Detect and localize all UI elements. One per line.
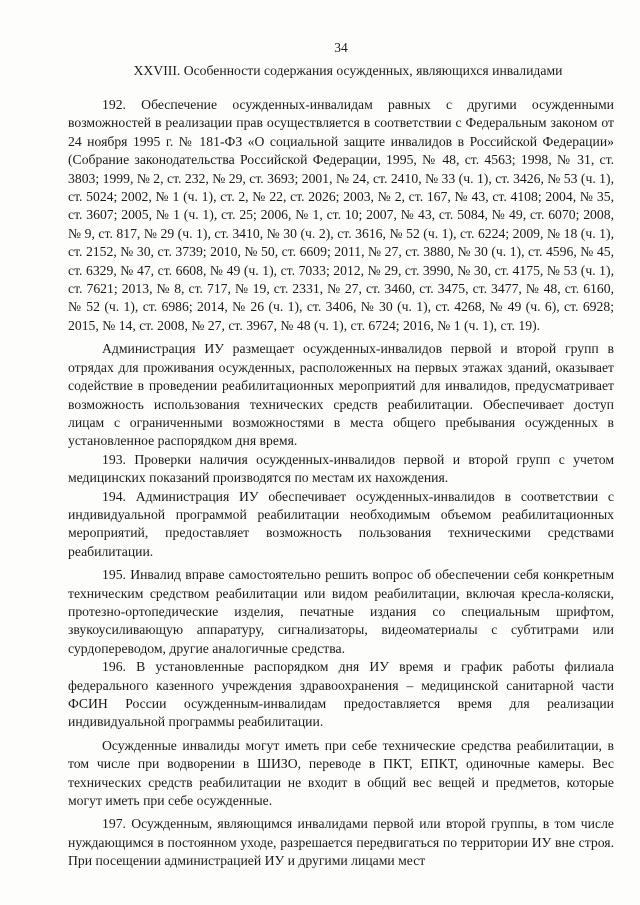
paragraph-196: 196. В установленные распорядком дня ИУ время и график работы филиала федерального казенного учреждения здравоохранения – медицинской санитарной части ФСИН России осужденным-инвалидам предоставляется время для реализации индивидуальной программы реабилитации. xyxy=(68,659,614,730)
paragraph-194: 194. Администрация ИУ обеспечивает осужденных-инвалидов в соответствии с индивидуальной программой реабилитации необходимым объемом реабилитационных мероприятий, предоставляет возможность пользования техническими средствами реабилитации. xyxy=(68,488,614,559)
paragraph-193: 193. Проверки наличия осужденных-инвалидов первой и второй групп с учетом медицинских показаний производятся по местам их нахождения. xyxy=(68,451,614,486)
paragraph-197: 197. Осужденным, являющимся инвалидами первой или второй группы, в том числе нуждающимся в постоянном уходе, разрешается передвигаться по территории ИУ вне строя. При посещении администрацией ИУ и другими лицами мест xyxy=(68,816,614,869)
section-heading: XXVIII. Особенности содержания осужденных, являющихся инвалидами xyxy=(133,63,563,78)
paragraph-administration-placement: Администрация ИУ размещает осужденных-инвалидов первой и второй групп в отрядах для проживания осужденных, расположенных на первых этажах зданий, оказывает содействие в проведении реабилитационных мероприятий для инвалидов, предусматривает возможность использования технических средств реабилитации. Обеспечивает доступ лицам с ограниченными возможностями в места общего пребывания осужденных в установленное распорядком дня время. xyxy=(68,341,614,449)
paragraph-192: 192. Обеспечение осужденных-инвалидам равных с другими осужденными возможностей в реализации прав осуществляется в соответствии с Федеральным законом от 24 ноября 1995 г. № 181-ФЗ «О социальной защите инвалидов в Российской Федерации» (Собрание законодательства Российской Федерации, 1995, № 48, ст. 4563; 1998, № 31, ст. 3803; 1999, № 2, ст. 232, № 29, ст. 3693; 2001, № 24, ст. 2410, № 33 (ч. 1), ст. 3426, № 53 (ч. 1), ст. 5024; 2002, № 1 (ч. 1), ст. 2, № 22, ст. 2026; 2003, № 2, ст. 167, № 43, ст. 4108; 2004, № 35, ст. 3607; 2005, № 1 (ч. 1), ст. 25; 2006, № 1, ст. 10; 2007, № 43, ст. 5084, № 49, ст. 6070; 2008, № 9, ст. 817, № 29 (ч. 1), ст. 3410, № 30 (ч. 2), ст. 3616, № 52 (ч. 1), ст. 6224; 2009, № 18 (ч. 1), ст. 2152, № 30, ст. 3739; 2010, № 50, ст. 6609; 2011, № 27, ст. 3880, № 30 (ч. 1), ст. 4596, № 45, ст. 6329, № 47, ст. 6608, № 49 (ч. 1), ст. 7033; 2012, № 29, ст. 3990, № 30, ст. 4175, № 53 (ч. 1), ст. 7621; 2013, № 8, ст. 717, № 19, ст. 2331, № 27, ст. 3460, ст. 3475, ст. 3477, № 48, ст. 6160, № 52 (ч. 1), ст. 6986; 2014, № 26 (ч. 1), ст. 3406, № 30 (ч. 1), ст. 4268, № 49 (ч. 6), ст. 6928; 2015, № 14, ст. 2008, № 27, ст. 3967, № 48 (ч. 1), ст. 6724; 2016, № 1 (ч. 1), ст. 19). xyxy=(68,97,614,333)
paragraph-rehabilitation-means: Осужденные инвалиды могут иметь при себе технические средства реабилитации, в том числе при водворении в ШИЗО, переводе в ПКТ, ЕПКТ, одиночные камеры. Вес технических средств реабилитации не входит в общий вес вещей и предметов, которые могут иметь при себе осужденные. xyxy=(68,737,614,809)
paragraph-195: 195. Инвалид вправе самостоятельно решить вопрос об обеспечении себя конкретным техническим средством реабилитации или видом реабилитации, включая кресла-коляски, протезно-ортопедические изделия, печатные издания со специальным шрифтом, звукоусиливающую аппаратуру, сигнализаторы, видеоматериалы с субтитрами или сурдопереводом, другие аналогичные средства. xyxy=(68,567,614,656)
page-number: 34 xyxy=(334,40,348,55)
